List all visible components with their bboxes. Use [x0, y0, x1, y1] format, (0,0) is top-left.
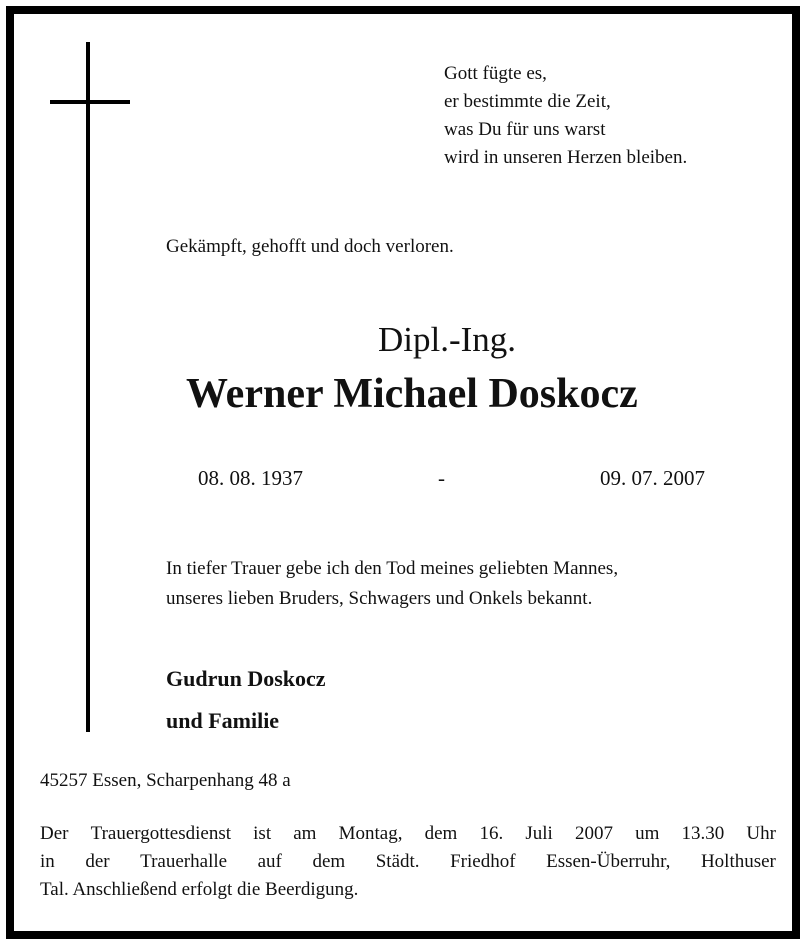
obituary-notice	[6, 6, 800, 939]
service-line	[40, 848, 776, 876]
poem	[444, 60, 687, 172]
mourners	[166, 658, 326, 742]
service-word: Trauerhalle	[140, 851, 228, 872]
service-line: Tal. Anschließend erfolgt die Beerdigung.	[40, 879, 359, 900]
birth-date: 08. 08. 1937	[198, 466, 303, 490]
service-word: 2007	[574, 823, 613, 844]
service-word: um	[635, 823, 660, 844]
announcement-line: In tiefer Trauer gebe ich den Tod meines geliebten Mannes,	[166, 558, 619, 579]
funeral-service-info	[40, 820, 776, 904]
cross-icon-vertical-bar	[86, 42, 90, 732]
service-word: Holthuser	[700, 851, 776, 872]
service-word: auf	[257, 851, 282, 872]
service-word: Friedhof	[450, 851, 516, 872]
service-word: 16.	[479, 823, 504, 844]
service-word: Juli	[525, 823, 553, 844]
service-word: Trauergottesdienst	[90, 823, 232, 844]
mourner-family: und Familie	[166, 708, 280, 733]
deceased-name: Werner Michael Doskocz	[186, 371, 638, 417]
service-word: dem	[312, 851, 346, 872]
announcement	[166, 554, 618, 614]
service-word: Städt.	[375, 851, 420, 872]
mourner-name: Gudrun Doskocz	[166, 666, 326, 691]
poem-line: Gott fügte es,	[444, 63, 547, 84]
poem-line: er bestimmte die Zeit,	[444, 91, 611, 112]
poem-line: was Du für uns warst	[444, 119, 606, 140]
service-word: in	[40, 851, 55, 872]
address: 45257 Essen, Scharpenhang 48 a	[40, 770, 291, 791]
death-date: 09. 07. 2007	[600, 466, 705, 490]
service-word: Uhr	[746, 823, 776, 844]
poem-line: wird in unseren Herzen bleiben.	[444, 147, 688, 168]
service-word: Essen-Überruhr,	[546, 851, 671, 872]
service-word: der	[85, 851, 110, 872]
announcement-line: unseres lieben Bruders, Schwagers und Onkels bekannt.	[166, 588, 593, 609]
service-word: Montag,	[338, 823, 403, 844]
service-word: am	[293, 823, 317, 844]
cross-icon-horizontal-bar	[50, 100, 130, 104]
motto: Gekämpft, gehofft und doch verloren.	[166, 236, 454, 257]
service-word: dem	[424, 823, 458, 844]
date-separator: -	[438, 466, 445, 490]
service-line	[40, 820, 776, 848]
service-word: 13.30	[681, 823, 725, 844]
academic-title: Dipl.-Ing.	[378, 320, 517, 359]
service-word: ist	[253, 823, 272, 844]
service-word: Der	[40, 823, 69, 844]
